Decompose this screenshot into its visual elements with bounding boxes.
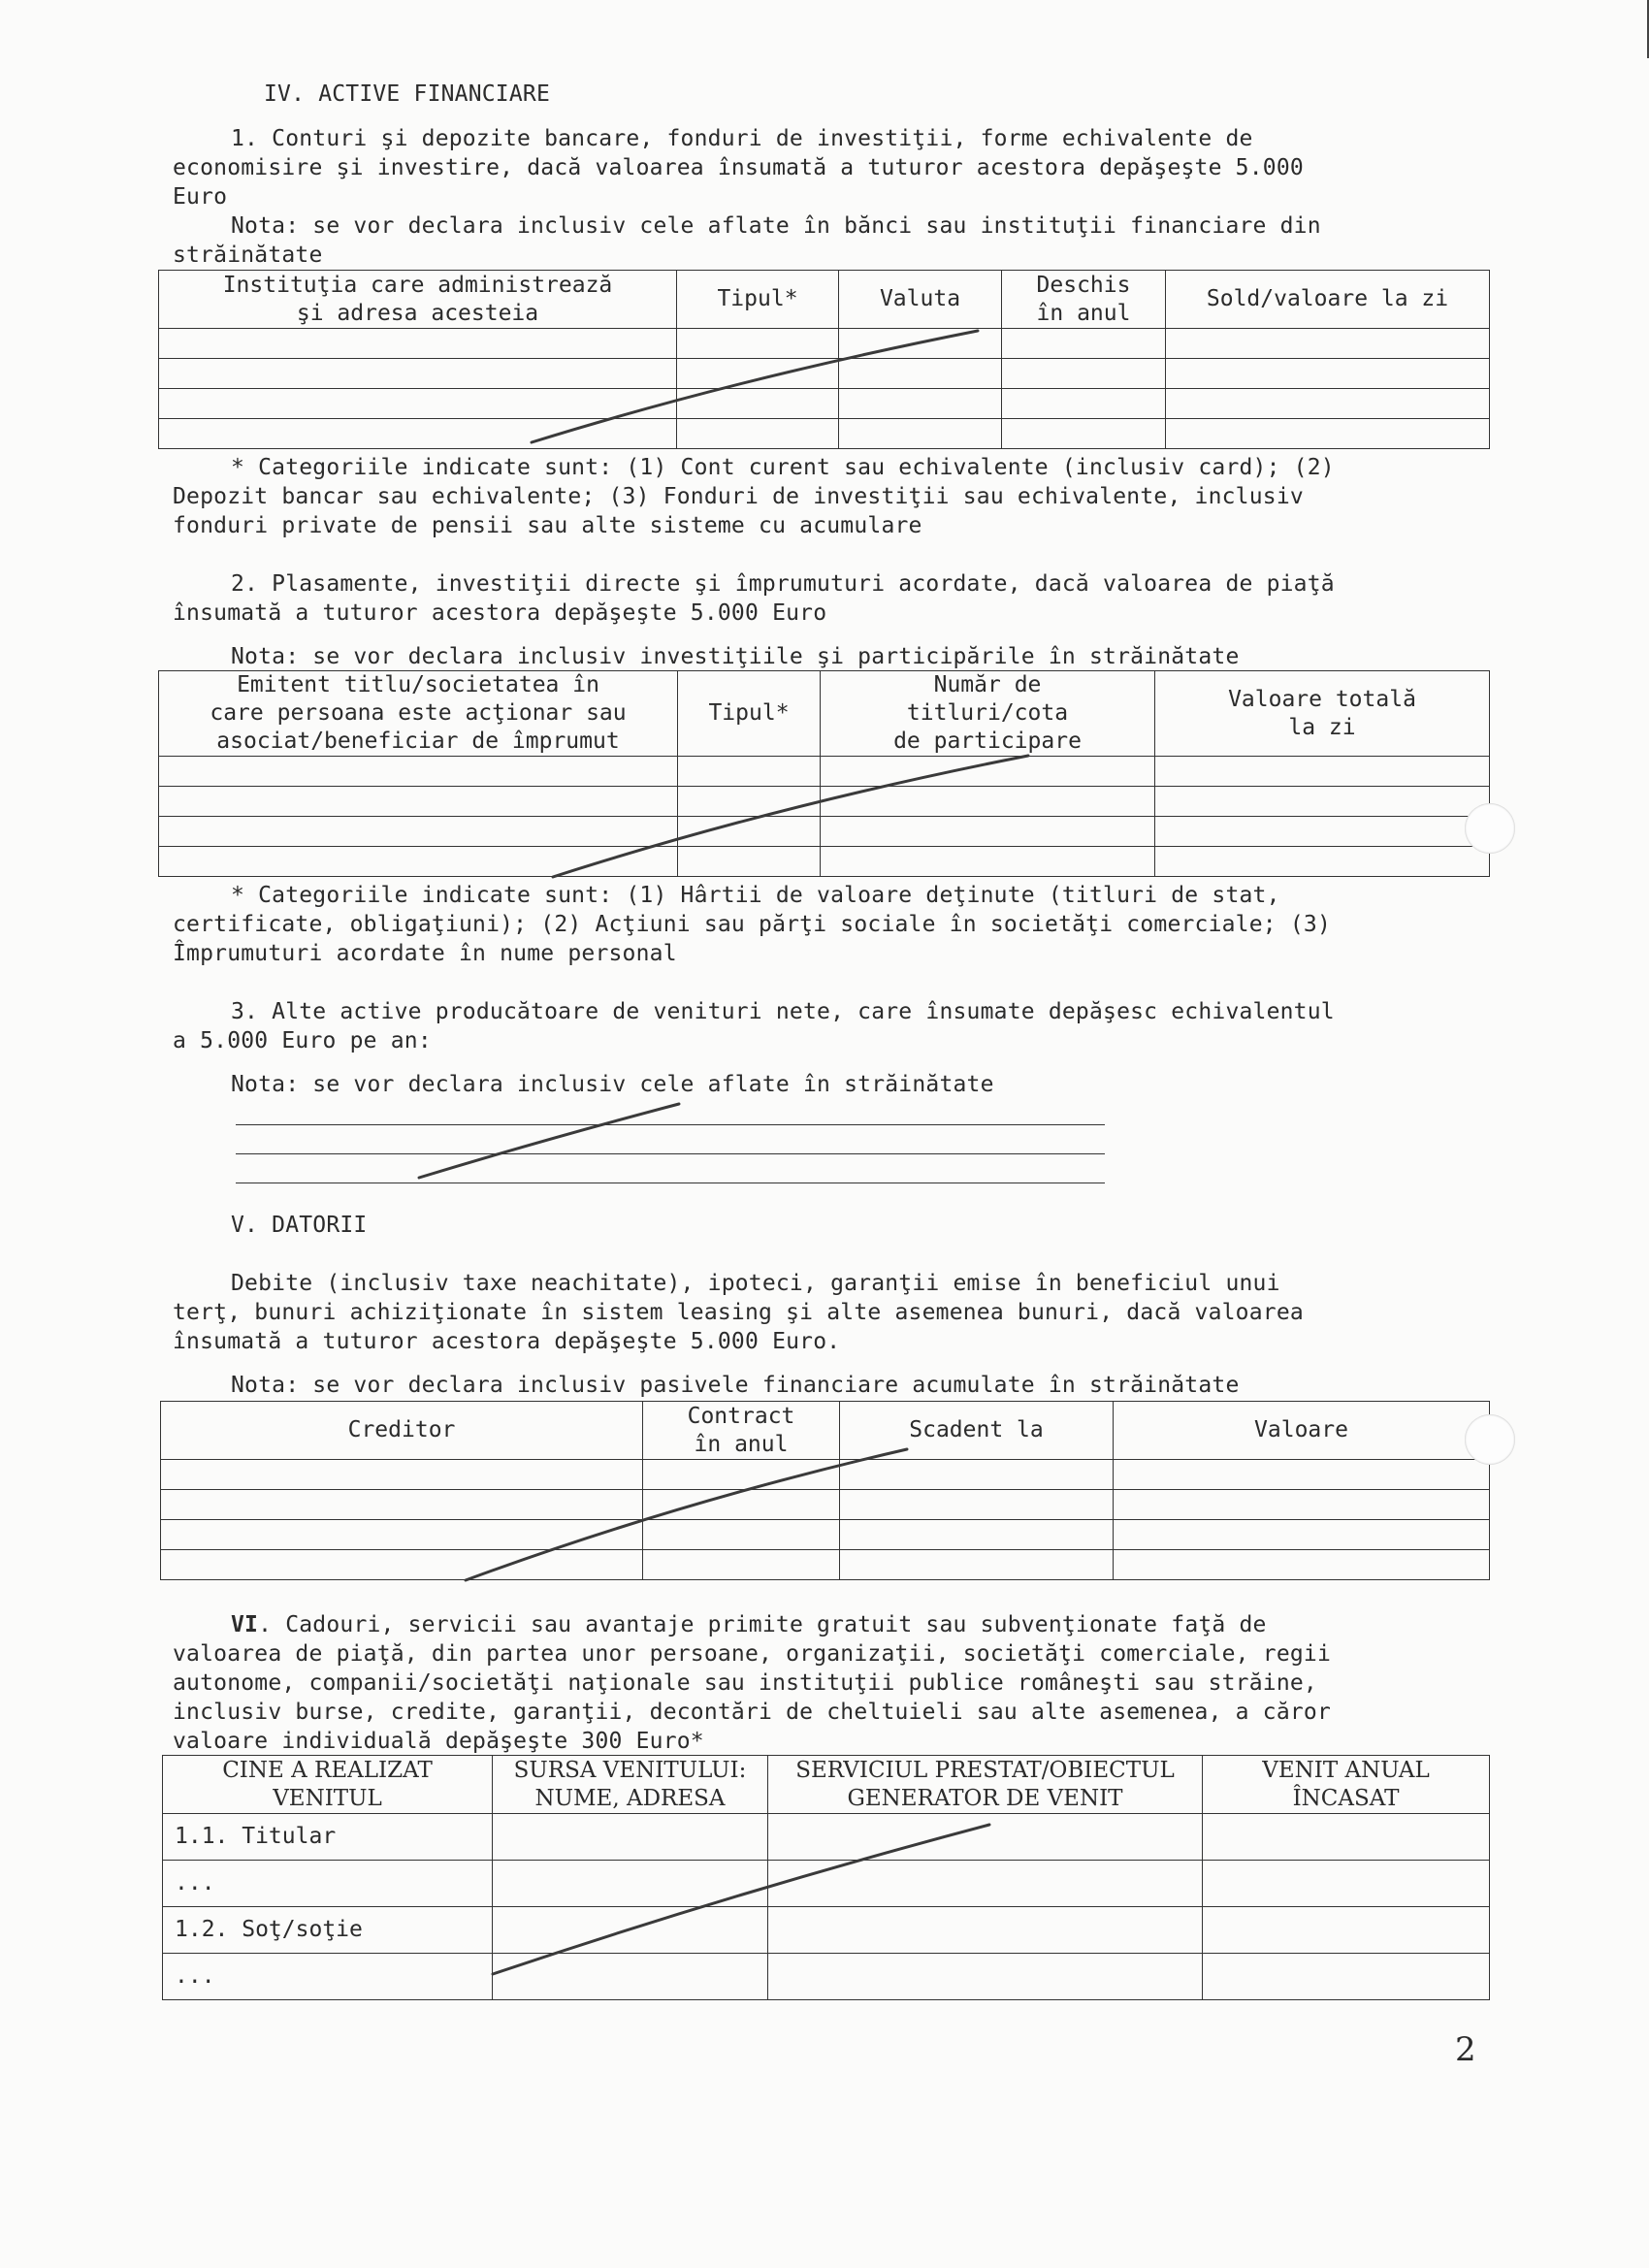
section-6-title: VI	[231, 1612, 259, 1637]
table-row	[159, 787, 1490, 817]
table-row	[161, 1460, 1490, 1490]
section-6-p-line4: inclusiv burse, credite, garanţii, decontări de cheltuieli sau alte asemenea, a căror	[173, 1700, 1332, 1725]
debts-table	[160, 1401, 1490, 1580]
section-4-p3-note: Nota: se vor declara inclusiv cele aflate în străinătate	[231, 1072, 994, 1097]
table-row	[163, 1814, 1490, 1861]
header-total-value: Valoare totală la zi	[1155, 671, 1490, 757]
table-row	[159, 359, 1490, 389]
header-income: VENIT ANUAL ÎNCASAT	[1203, 1756, 1490, 1814]
table-row	[159, 389, 1490, 419]
investments-table	[158, 670, 1490, 877]
row-label-spouse: 1.2. Soţ/soţie	[163, 1907, 493, 1954]
header-shares: Număr de titluri/cota de participare	[821, 671, 1155, 757]
section-4-p1-line1: 1. Conturi şi depozite bancare, fonduri de investiţii, forme echivalente de	[231, 126, 1253, 151]
row-label-ellipsis: ...	[163, 1861, 493, 1907]
header-value: Valoare	[1114, 1402, 1490, 1460]
section-5-p-line2: terţ, bunuri achiziţionate în sistem leasing şi alte asemenea bunuri, dacă valoarea	[173, 1300, 1304, 1325]
table-row	[159, 329, 1490, 359]
header-who: CINE A REALIZAT VENITUL	[163, 1756, 493, 1814]
table-row	[159, 817, 1490, 847]
header-type: Tipul*	[678, 671, 821, 757]
section-6-p-line1: VI. Cadouri, servicii sau avantaje primite gratuit sau subvenţionate faţă de	[231, 1612, 1267, 1637]
section-4-p2-line2: însumată a tuturor acestora depăşeşte 5.000 Euro	[173, 600, 827, 626]
header-issuer: Emitent titlu/societatea în care persoana este acţionar sau asociat/beneficiar de împrumut	[159, 671, 678, 757]
header-due: Scadent la	[840, 1402, 1114, 1460]
table2-footnote-line1: * Categoriile indicate sunt: (1) Hârtii de valoare deţinute (titluri de stat,	[231, 883, 1280, 908]
blank-line	[236, 1153, 1105, 1154]
section-4-p1-line3: Euro	[173, 184, 228, 210]
table-row	[163, 1861, 1490, 1907]
table1-footnote-line1: * Categoriile indicate sunt: (1) Cont curent sau echivalente (inclusiv card); (2)	[231, 455, 1335, 480]
bank-accounts-table	[158, 270, 1490, 449]
gifts-table	[162, 1755, 1490, 2000]
row-label-ellipsis: ...	[163, 1954, 493, 2000]
table1-footnote-line2: Depozit bancar sau echivalente; (3) Fonduri de investiţii sau echivalente, inclusiv	[173, 484, 1304, 509]
table1-footnote-line3: fonduri private de pensii sau alte sisteme cu acumulare	[173, 513, 922, 538]
table-row	[159, 419, 1490, 449]
header-opened-year: Deschis în anul	[1002, 271, 1166, 329]
section-4-p2-note: Nota: se vor declara inclusiv investiţiile şi participările în străinătate	[231, 644, 1240, 669]
header-type: Tipul*	[677, 271, 839, 329]
section-4-title: IV. ACTIVE FINANCIARE	[264, 81, 550, 107]
table-row	[159, 847, 1490, 877]
section-4-p3-line2: a 5.000 Euro pe an:	[173, 1028, 432, 1053]
header-currency: Valuta	[839, 271, 1002, 329]
section-4-p1-line2: economisire şi investire, dacă valoarea însumată a tuturor acestora depăşeşte 5.000	[173, 155, 1304, 180]
section-4-p1-note-line2: străinătate	[173, 243, 323, 268]
section-5-p-line3: însumată a tuturor acestora depăşeşte 5.000 Euro.	[173, 1329, 841, 1354]
table-row	[163, 1954, 1490, 2000]
page-number: 2	[1455, 2030, 1476, 2069]
header-service: SERVICIUL PRESTAT/OBIECTUL GENERATOR DE VENIT	[768, 1756, 1203, 1814]
section-5-title: V. DATORII	[231, 1213, 368, 1238]
header-institution: Instituţia care administrează şi adresa acesteia	[159, 271, 677, 329]
table-row	[161, 1550, 1490, 1580]
punch-hole	[1465, 803, 1515, 854]
header-balance: Sold/valoare la zi	[1166, 271, 1490, 329]
header-creditor: Creditor	[161, 1402, 643, 1460]
strike-line-other-assets	[419, 1104, 679, 1178]
section-5-note: Nota: se vor declara inclusiv pasivele financiare acumulate în străinătate	[231, 1373, 1240, 1398]
table-row	[163, 1907, 1490, 1954]
punch-hole	[1465, 1414, 1515, 1465]
blank-line	[236, 1124, 1105, 1125]
section-4-p1-note-line1: Nota: se vor declara inclusiv cele aflate în bănci sau instituţii financiare din	[231, 213, 1321, 239]
table-row	[161, 1520, 1490, 1550]
table-row	[159, 757, 1490, 787]
header-source: SURSA VENITULUI: NUME, ADRESA	[493, 1756, 768, 1814]
section-4-p3-line1: 3. Alte active producătoare de venituri nete, care însumate depăşesc echivalentul	[231, 999, 1335, 1024]
header-contract-year: Contract în anul	[643, 1402, 840, 1460]
section-6-p-line3: autonome, companii/societăţi naţionale sau instituţii publice româneşti sau străine,	[173, 1670, 1317, 1696]
table-row	[161, 1490, 1490, 1520]
section-5-p-line1: Debite (inclusiv taxe neachitate), ipoteci, garanţii emise în beneficiul unui	[231, 1271, 1280, 1296]
table2-footnote-line3: Împrumuturi acordate în nume personal	[173, 941, 677, 966]
section-4-p2-line1: 2. Plasamente, investiţii directe şi împrumuturi acordate, dacă valoarea de piaţă	[231, 571, 1335, 597]
section-6-p-line5: valoare individuală depăşeşte 300 Euro*	[173, 1729, 704, 1754]
table2-footnote-line2: certificate, obligaţiuni); (2) Acţiuni sau părţi sociale în societăţi comerciale; (3)	[173, 912, 1332, 937]
row-label-titular: 1.1. Titular	[163, 1814, 493, 1861]
section-6-p-line2: valoarea de piaţă, din partea unor persoane, organizaţii, societăţi comerciale, regii	[173, 1641, 1332, 1667]
